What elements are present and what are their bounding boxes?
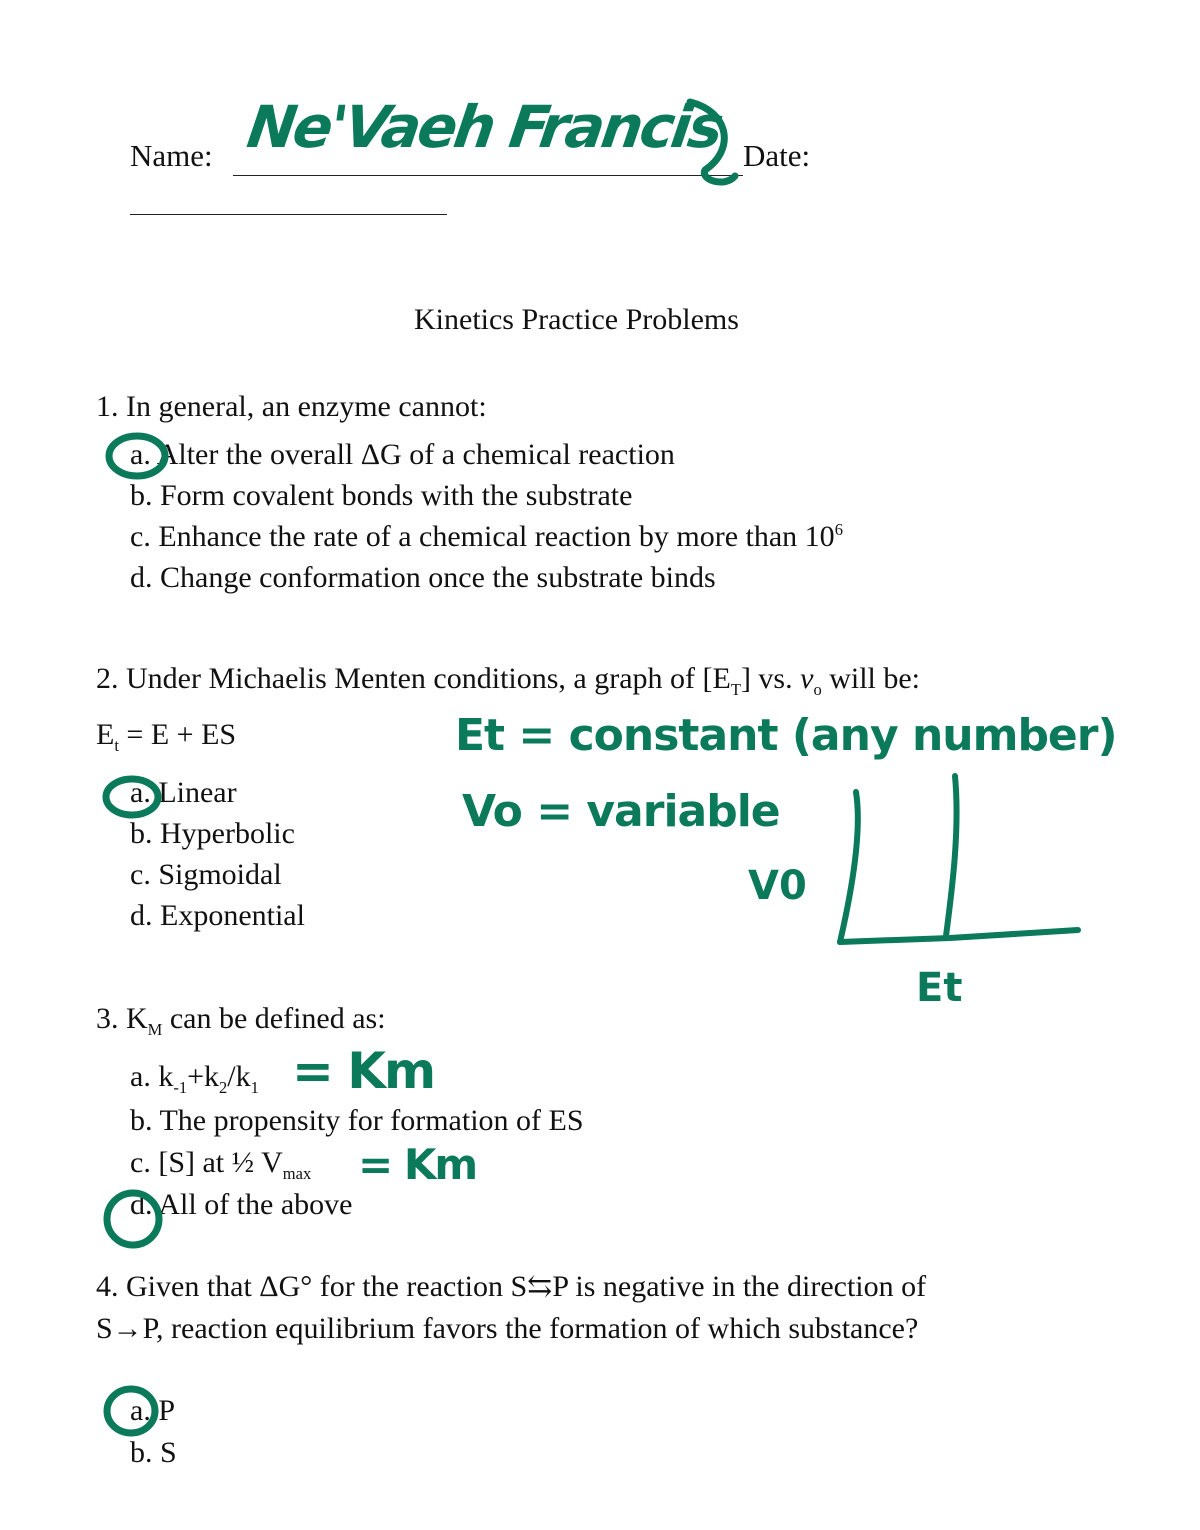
graph-vertical-line xyxy=(946,776,957,936)
question-3-stem: 3. $K_M$ can be defined as: xyxy=(96,1002,386,1039)
q2-option-b: b. Hyperbolic xyxy=(130,817,295,850)
q3-answer-circle xyxy=(107,1193,159,1245)
page-title: Kinetics Practice Problems xyxy=(414,303,739,336)
q4-option-b: b. S xyxy=(130,1436,177,1469)
question-1-stem: 1. In general, an enzyme cannot: xyxy=(96,390,487,423)
q1-option-c: c. Enhance the rate of a chemical reaction by more than $10^6$ xyxy=(130,520,843,553)
q1-option-d: d. Change conformation once the substrate binds xyxy=(130,561,716,594)
handwritten-km-answer-c: = Km xyxy=(358,1140,477,1189)
q4-answer-circle xyxy=(107,1389,155,1433)
q1-option-a: a. Alter the overall ΔG of a chemical reaction xyxy=(130,438,675,471)
question-4-stem-line2: S→P, reaction equilibrium favors the formation of which substance? xyxy=(96,1312,919,1345)
handwritten-graph-x-label: Et xyxy=(916,965,963,1011)
q1-answer-circle xyxy=(109,436,165,476)
q3-option-d: d. All of the above xyxy=(130,1188,353,1221)
q2-option-c: c. Sigmoidal xyxy=(130,858,282,891)
q2-equation: $E_t = E$ + ES xyxy=(96,718,237,755)
question-2-stem: 2. Under Michaelis Menten conditions, a graph of $[E_T]$ vs. $v_o$ will be: xyxy=(96,662,921,699)
q1-option-b: b. Form covalent bonds with the substrate xyxy=(130,479,633,512)
graph-y-axis xyxy=(840,792,858,942)
q2-option-a: a. Linear xyxy=(130,776,237,809)
handwritten-km-answer-a: = Km xyxy=(292,1042,435,1100)
name-flourish-stroke xyxy=(690,102,735,182)
q4-option-a: a. P xyxy=(130,1394,176,1427)
handwritten-vo-variable: Vo = variable xyxy=(462,786,780,837)
date-label: Date: xyxy=(743,138,811,173)
q2-answer-circle xyxy=(106,779,158,815)
q3-option-a: a. $k_{-1}+k_2/k_1$ xyxy=(130,1060,259,1097)
question-4-stem-line1: 4. Given that ΔG° for the reaction S⇆P is negative in the direction of xyxy=(96,1270,927,1303)
graph-x-axis xyxy=(840,930,1078,942)
name-label: Name: xyxy=(130,138,213,173)
handwritten-student-name: Ne'Vaeh Francis xyxy=(243,93,725,161)
q2-option-d: d. Exponential xyxy=(130,899,305,932)
q3-option-c: c. [S] at ½ $V_{max}$ xyxy=(130,1146,312,1183)
handwritten-et-constant: Et = constant (any number) xyxy=(455,710,1117,761)
q3-option-b: b. The propensity for formation of ES xyxy=(130,1104,584,1137)
handwritten-graph-y-label: V0 xyxy=(748,863,807,909)
